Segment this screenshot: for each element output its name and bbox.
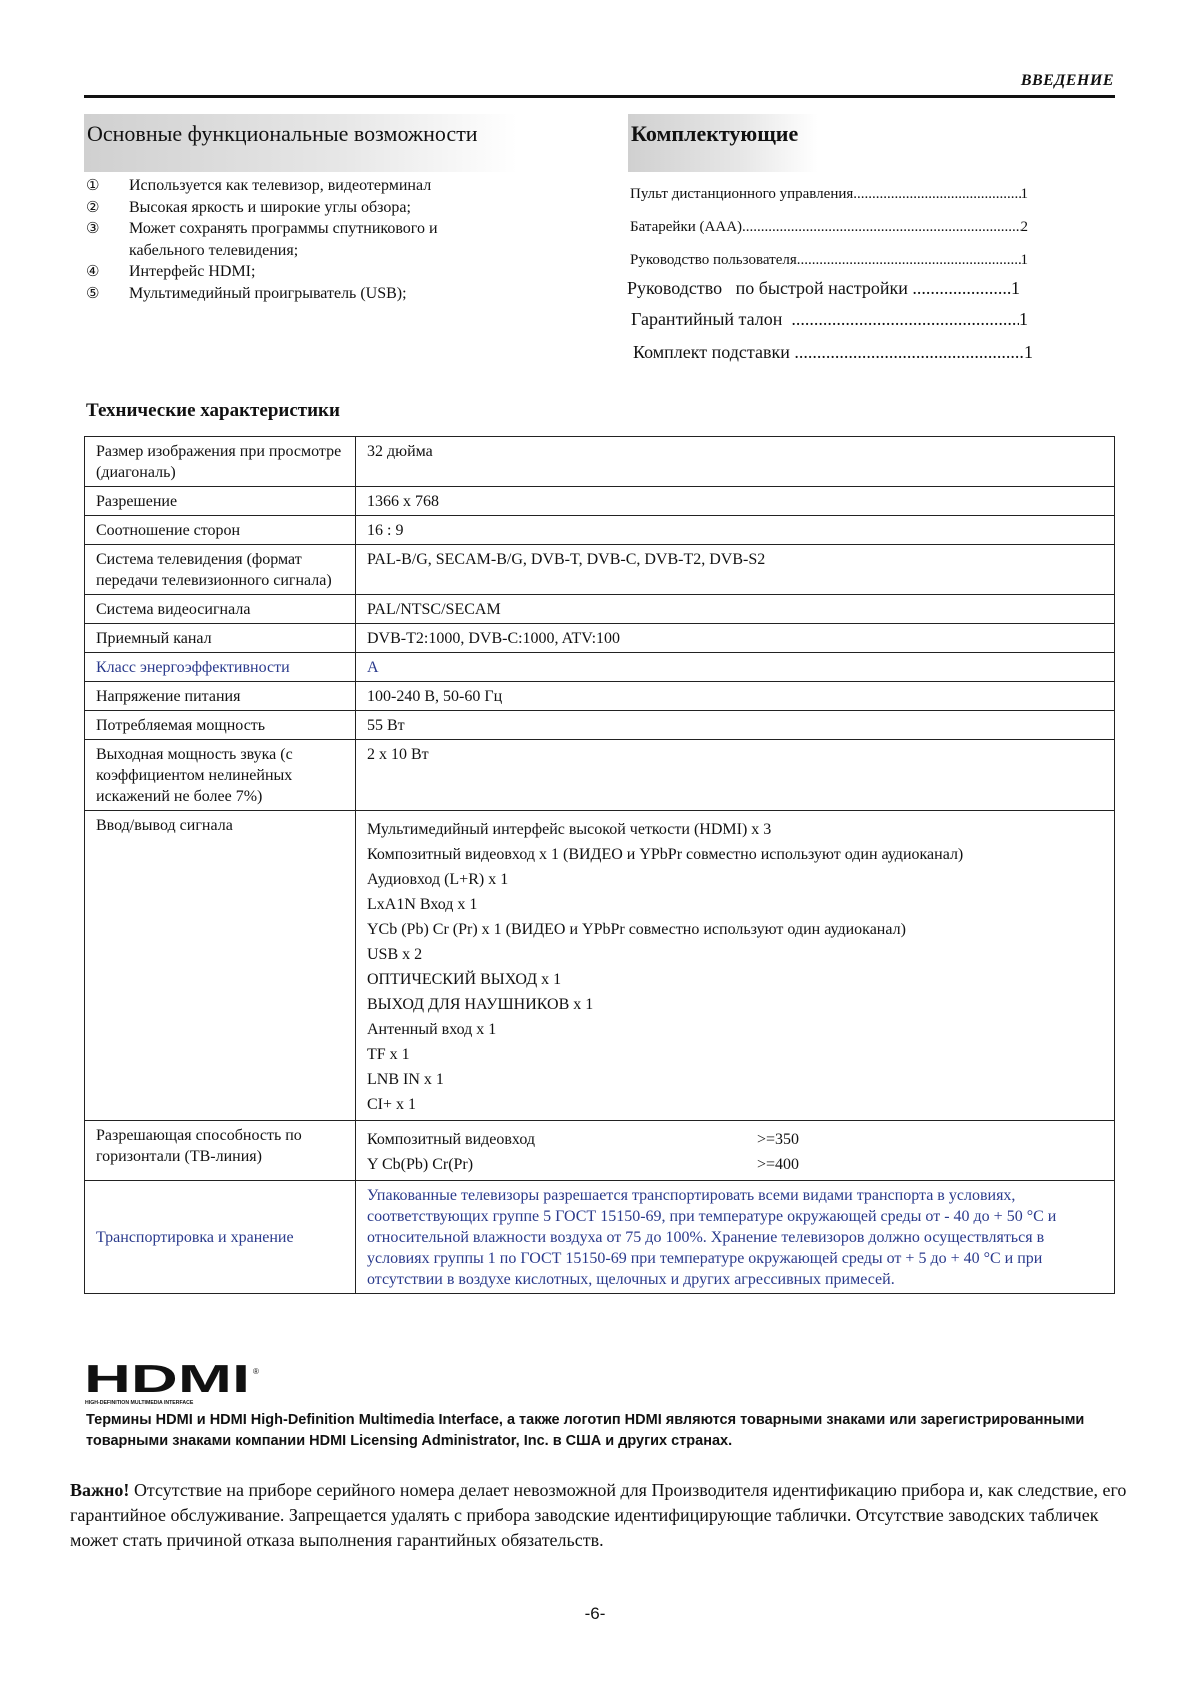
specs-heading: Технические характеристики [86, 400, 340, 421]
io-item: Антенный вход x 1 [367, 1021, 497, 1038]
list-item [633, 342, 1033, 363]
table-row [85, 711, 1115, 740]
leader-dots [912, 278, 1011, 299]
spec-value: A [356, 653, 1115, 682]
spec-label: Потребляемая мощность [85, 711, 356, 740]
features-heading: Основные функциональные возможности [84, 114, 517, 172]
resolution-row [367, 1127, 1103, 1152]
spec-value: 100-240 В, 50-60 Гц [356, 682, 1115, 711]
resolution-name: Y Cb(Pb) Cr(Pr) [367, 1156, 474, 1173]
spec-label: Система видеосигнала [85, 595, 356, 624]
feature-text: Используется как телевизор, видеотерминал [129, 177, 432, 194]
list-item [86, 197, 506, 219]
spec-value: DVB-T2:1000, DVB-C:1000, ATV:100 [356, 624, 1115, 653]
io-list [356, 811, 1115, 1121]
list-item [630, 186, 1028, 203]
kit-item-qty: 2 [1020, 219, 1028, 235]
svg-text:®: ® [253, 1367, 259, 1376]
kit-item-qty: 1 [1019, 309, 1028, 329]
io-item: Аудиовход (L+R) x 1 [367, 871, 509, 888]
leader-dots [791, 309, 1019, 330]
io-item: Композитный видеовход x 1 (ВИДЕО и YPbPr совместно используют один аудиоканал) [367, 846, 964, 863]
table-row [85, 595, 1115, 624]
features-list [86, 175, 506, 304]
list-item [86, 218, 506, 261]
kit-item-label: Пульт дистанционного управления [630, 186, 854, 202]
hdmi-logo [84, 1361, 260, 1414]
hdmi-logo-subtitle: HIGH-DEFINITION MULTIMEDIA INTERFACE [85, 1400, 194, 1406]
leader-dots [853, 186, 1020, 203]
io-item: USB x 2 [367, 946, 423, 963]
spec-label: Напряжение питания [85, 682, 356, 711]
feature-text: Может сохранять программы спутникового и кабельного телевидения; [129, 220, 438, 259]
resolution-value: >=350 [757, 1131, 800, 1148]
kit-item-label: Руководство пользователя [630, 252, 797, 268]
table-row [85, 545, 1115, 595]
important-text: Отсутствие на приборе серийного номера делает невозможной для Производителя идентификацию прибора и, как следствие, его гарантийное обслуживание. Запрещается удалять с прибора заводские идентифицирующие таблички. Отсутствие заводских табличек может стать причиной отказа выполнения гарантийных обязательств. [70, 1480, 1127, 1550]
resolution-name: Композитный видеовход [367, 1131, 535, 1148]
kit-item-label: Батарейки (AAA) [630, 219, 743, 235]
table-row [85, 682, 1115, 711]
feature-text: Интерфейс HDMI; [129, 263, 256, 280]
io-item: CI+ x 1 [367, 1096, 417, 1113]
io-item: LxA1N Вход x 1 [367, 896, 478, 913]
spec-value: 32 дюйма [356, 437, 1115, 487]
table-row [85, 653, 1115, 682]
hdmi-logo-text: HDMI [84, 1361, 250, 1401]
spec-label: Разрешающая способность по горизонтали (ТВ-линия) [85, 1121, 356, 1181]
kit-item-qty: 1 [1020, 186, 1028, 202]
table-row [85, 1121, 1115, 1181]
number-1-icon: ① [86, 176, 100, 194]
spec-label: Ввод/вывод сигнала [85, 811, 356, 1121]
io-item: ОПТИЧЕСКИЙ ВЫХОД x 1 [367, 971, 562, 988]
table-row [85, 811, 1115, 1121]
feature-text: Высокая яркость и широкие углы обзора; [129, 198, 411, 216]
table-row [85, 740, 1115, 811]
list-item [627, 278, 1020, 299]
list-item [630, 252, 1028, 269]
io-item: Мультимедийный интерфейс высокой четкости (HDMI) x 3 [367, 821, 772, 838]
leader-dots [742, 219, 1020, 236]
table-row [85, 1181, 1115, 1294]
feature-text: Мультимедийный проигрыватель (USB); [129, 284, 407, 302]
spec-value: PAL-B/G, SECAM-B/G, DVB-T, DVB-C, DVB-T2, DVB-S2 [356, 545, 1115, 595]
spec-label: Система телевидения (формат передачи телевизионного сигнала) [85, 545, 356, 595]
spec-label: Соотношение сторон [85, 516, 356, 545]
kit-item-qty: 1 [1020, 252, 1028, 268]
list-item [631, 309, 1028, 330]
spec-label: Транспортировка и хранение [85, 1181, 356, 1294]
io-item: LNB IN x 1 [367, 1071, 444, 1088]
kit-item-label: Гарантийный талон [631, 309, 792, 329]
important-label: Важно! [70, 1480, 130, 1500]
leader-dots [794, 342, 1024, 363]
kit-heading: Комплектующие [628, 114, 818, 172]
important-note [70, 1478, 1130, 1553]
spec-value: PAL/NTSC/SECAM [356, 595, 1115, 624]
kit-item-qty: 1 [1011, 278, 1020, 298]
number-3-icon: ③ [86, 219, 100, 237]
io-item: TF x 1 [367, 1046, 410, 1063]
kit-item-label: Руководство по быстрой настройки [627, 278, 913, 298]
spec-label: Класс энергоэффективности [85, 653, 356, 682]
io-item: ВЫХОД ДЛЯ НАУШНИКОВ x 1 [367, 996, 594, 1013]
number-5-icon: ⑤ [86, 283, 100, 302]
list-item [86, 283, 506, 305]
spec-value: 1366 x 768 [356, 487, 1115, 516]
list-item [630, 219, 1028, 236]
leader-dots [797, 252, 1021, 269]
table-row [85, 487, 1115, 516]
resolution-values [356, 1121, 1115, 1181]
page-number: -6- [584, 1604, 606, 1623]
table-row [85, 437, 1115, 487]
table-row [85, 516, 1115, 545]
table-row [85, 624, 1115, 653]
resolution-value: >=400 [757, 1156, 800, 1173]
hdmi-logo-icon [84, 1361, 260, 1409]
kit-item-qty: 1 [1024, 342, 1033, 362]
spec-value: 16 : 9 [356, 516, 1115, 545]
spec-label: Приемный канал [85, 624, 356, 653]
section-title: ВВЕДЕНИЕ [1020, 72, 1114, 89]
hdmi-trademark-note: Термины HDMI и HDMI High-Definition Multimedia Interface, а также логотип HDMI являются товарными знаками или зарегистрированными товарными знаками компании HDMI Licensing Administrator, Inc. в США и других странах. [86, 1412, 1085, 1449]
spec-value: 2 x 10 Вт [356, 740, 1115, 811]
number-2-icon: ② [86, 197, 100, 216]
specs-table [84, 436, 1115, 1294]
kit-item-label: Комплект подставки [633, 342, 795, 362]
spec-label: Выходная мощность звука (с коэффициентом нелинейных искажений не более 7%) [85, 740, 356, 811]
spec-value: Упакованные телевизоры разрешается транспортировать всеми видами транспорта в условиях, соответствующих группе 5 ГОСТ 15150-69, при температуре окружающей среды от - 40 до + 50 °С и относительной влажности воздуха от 75 до 100%. Хранение телевизоров должно осуществляться в условиях группы 1 по ГОСТ 15150-69 при температуре окружающей среды от + 5 до + 40 °С и при отсутствии в воздухе кислотных, щелочных и других агрессивных примесей. [356, 1181, 1115, 1294]
resolution-row [367, 1152, 1103, 1177]
spec-value: 55 Вт [356, 711, 1115, 740]
header-divider [84, 95, 1115, 98]
list-item [86, 261, 506, 283]
spec-label: Размер изображения при просмотре (диагональ) [85, 437, 356, 487]
io-item: YCb (Pb) Cr (Pr) x 1 (ВИДЕО и YPbPr совместно используют один аудиоканал) [367, 921, 906, 938]
spec-label: Разрешение [85, 487, 356, 516]
number-4-icon: ④ [86, 262, 100, 280]
list-item [86, 175, 506, 197]
